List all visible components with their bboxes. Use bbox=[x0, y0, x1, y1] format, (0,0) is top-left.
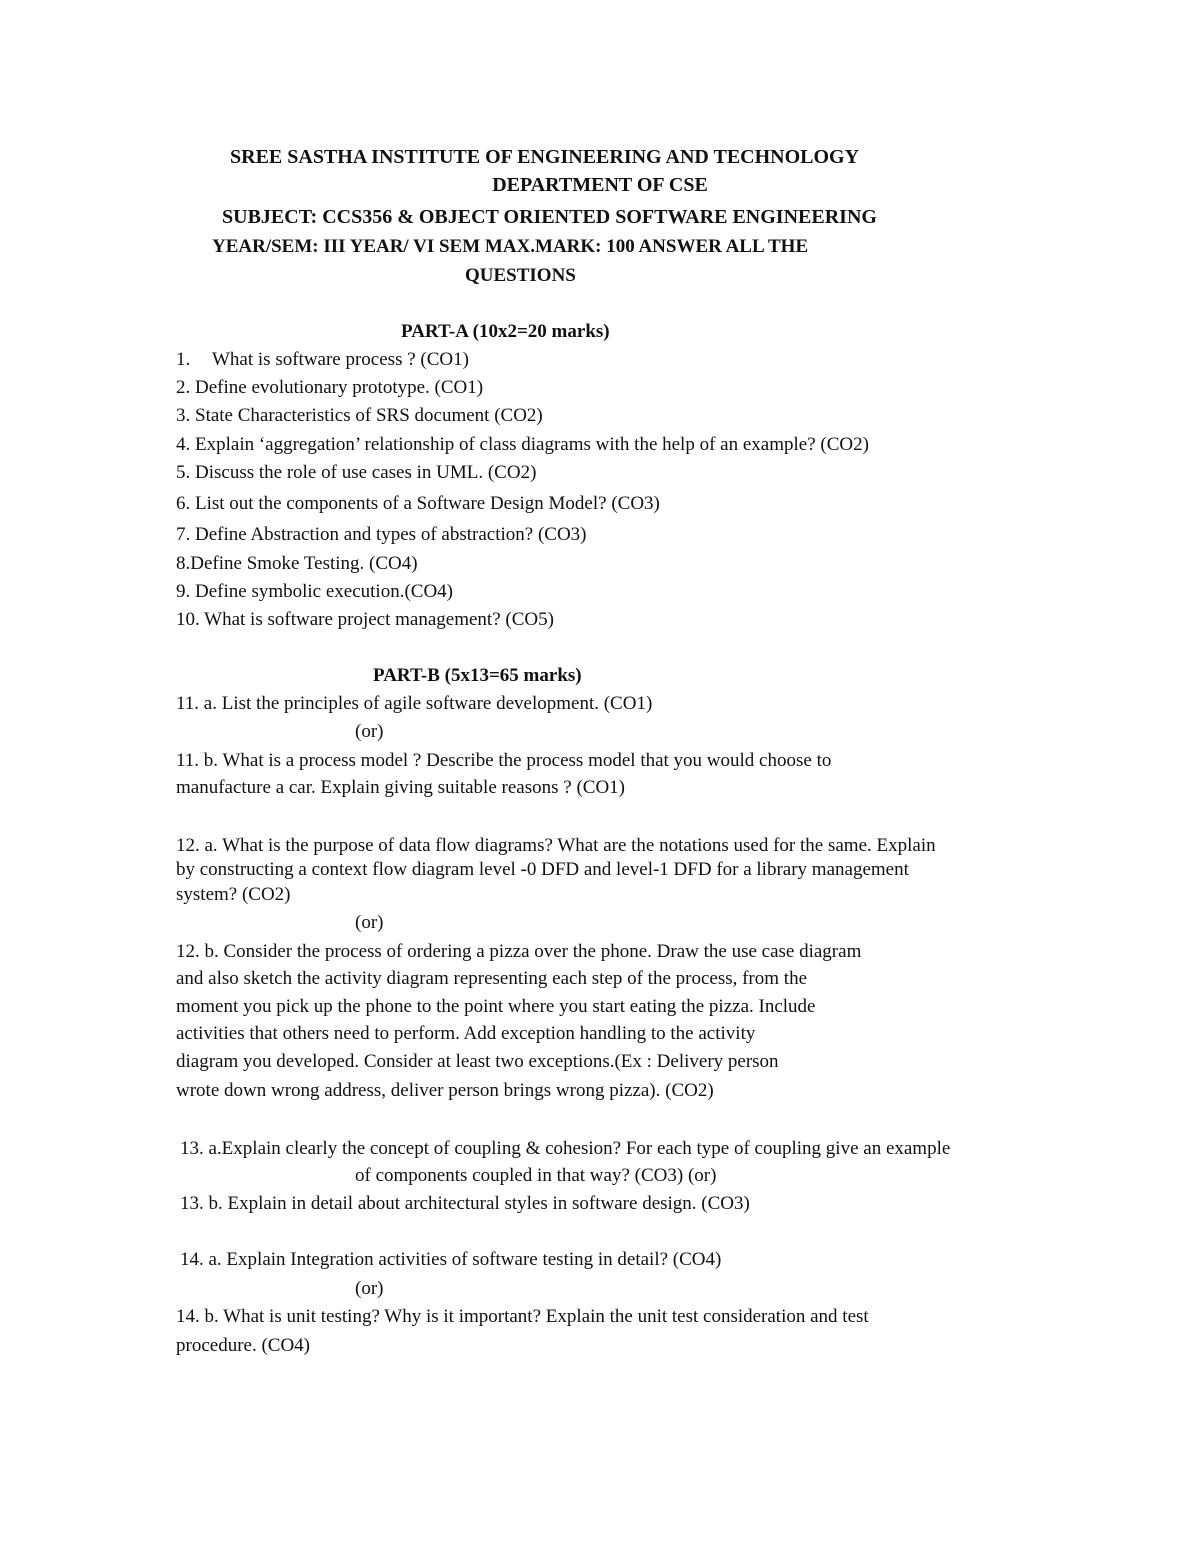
or-separator: (or) bbox=[355, 912, 384, 933]
question-4: 4. Explain ‘aggregation’ relationship of class diagrams with the help of an example? (CO2) bbox=[176, 434, 869, 455]
part-a-title: PART-A (10x2=20 marks) bbox=[401, 321, 610, 342]
question-12b-line-5: diagram you developed. Consider at least two exceptions.(Ex : Delivery person bbox=[176, 1051, 779, 1072]
question-9: 9. Define symbolic execution.(CO4) bbox=[176, 581, 454, 602]
question-12b-line-2: and also sketch the activity diagram representing each step of the process, from the bbox=[176, 968, 807, 989]
question-3: 3. State Characteristics of SRS document (CO2) bbox=[176, 405, 543, 426]
question-12a-line-1: 12. a. What is the purpose of data flow diagrams? What are the notations used for the same. Explain bbox=[176, 835, 936, 856]
institute-name: SREE SASTHA INSTITUTE OF ENGINEERING AND TECHNOLOGY bbox=[230, 146, 860, 168]
question-12a-line-2: by constructing a context flow diagram level -0 DFD and level-1 DFD for a library management bbox=[176, 859, 909, 880]
question-8: 8.Define Smoke Testing. (CO4) bbox=[176, 553, 418, 574]
question-13a-line-2: of components coupled in that way? (CO3) (or) bbox=[355, 1165, 717, 1186]
question-11b-line-2: manufacture a car. Explain giving suitable reasons ? (CO1) bbox=[176, 777, 625, 798]
question-13a-line-1: 13. a.Explain clearly the concept of coupling & cohesion? For each type of coupling give an example bbox=[180, 1138, 951, 1159]
question-6: 6. List out the components of a Software Design Model? (CO3) bbox=[176, 493, 660, 514]
year-sem-line: YEAR/SEM: III YEAR/ VI SEM MAX.MARK: 100 ANSWER ALL THE bbox=[212, 236, 809, 257]
question-5: 5. Discuss the role of use cases in UML. (CO2) bbox=[176, 462, 537, 483]
or-separator: (or) bbox=[355, 721, 384, 742]
department-name: DEPARTMENT OF CSE bbox=[492, 174, 708, 196]
question-11a: 11. a. List the principles of agile software development. (CO1) bbox=[176, 693, 653, 714]
question-12b-line-4: activities that others need to perform. Add exception handling to the activity bbox=[176, 1023, 756, 1044]
subject-line: SUBJECT: CCS356 & OBJECT ORIENTED SOFTWARE ENGINEERING bbox=[222, 206, 877, 228]
question-12b-line-1: 12. b. Consider the process of ordering a pizza over the phone. Draw the use case diagram bbox=[176, 941, 862, 962]
question-11b-line-1: 11. b. What is a process model ? Describe the process model that you would choose to bbox=[176, 750, 832, 771]
question-14a: 14. a. Explain Integration activities of software testing in detail? (CO4) bbox=[180, 1249, 722, 1270]
question-14b-line-2: procedure. (CO4) bbox=[176, 1335, 311, 1356]
part-b-title: PART-B (5x13=65 marks) bbox=[373, 665, 582, 686]
question-2: 2. Define evolutionary prototype. (CO1) bbox=[176, 377, 484, 398]
question-14b-line-1: 14. b. What is unit testing? Why is it important? Explain the unit test consideration and test bbox=[176, 1306, 869, 1327]
question-12a-line-3: system? (CO2) bbox=[176, 884, 291, 905]
question-13b: 13. b. Explain in detail about architectural styles in software design. (CO3) bbox=[180, 1193, 750, 1214]
question-12b-line-6: wrote down wrong address, deliver person brings wrong pizza). (CO2) bbox=[176, 1080, 714, 1101]
questions-word: QUESTIONS bbox=[465, 265, 576, 286]
question-10: 10. What is software project management? (CO5) bbox=[176, 609, 554, 630]
question-12b-line-3: moment you pick up the phone to the point where you start eating the pizza. Include bbox=[176, 996, 816, 1017]
question-1-number: 1. bbox=[176, 349, 191, 370]
or-separator: (or) bbox=[355, 1278, 384, 1299]
question-7: 7. Define Abstraction and types of abstraction? (CO3) bbox=[176, 524, 587, 545]
question-1: What is software process ? (CO1) bbox=[212, 349, 469, 370]
